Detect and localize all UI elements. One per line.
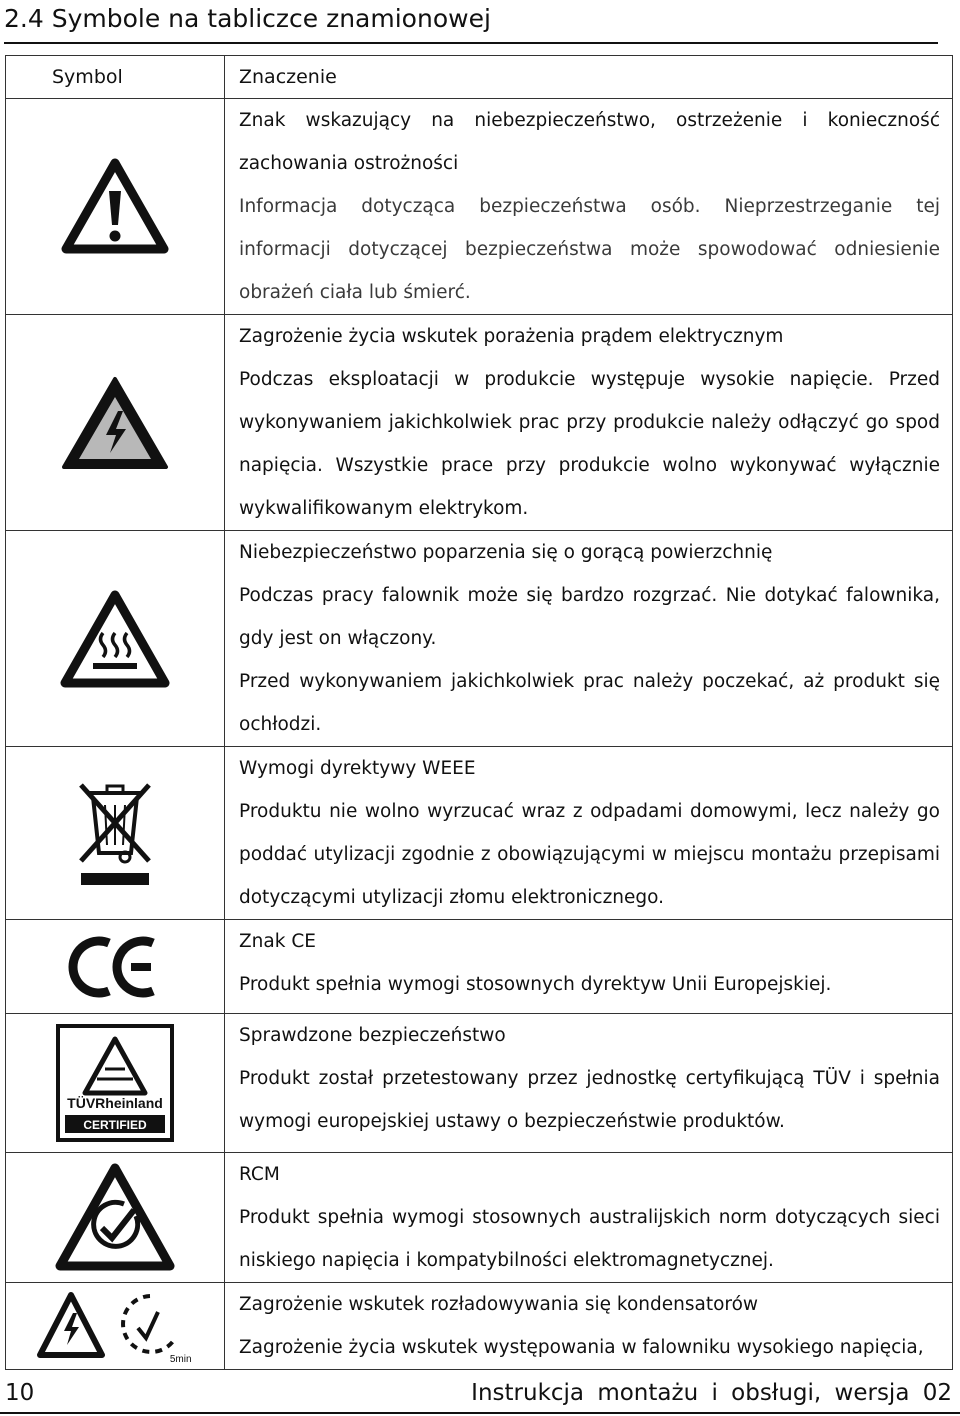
table-row [6, 315, 953, 531]
meaning-title: Zagrożenie wskutek rozładowywania się kondensatorów [239, 1294, 759, 1315]
symbol-cell [6, 1283, 225, 1370]
meaning-title: Sprawdzone bezpieczeństwo [239, 1025, 506, 1046]
meaning-title: Niebezpieczeństwo poparzenia się o gorącą powierzchnię [239, 542, 773, 563]
section-heading: 2.4 Symbole na tabliczce znamionowej [4, 2, 938, 44]
meaning-title: Znak CE [239, 931, 316, 952]
warning-triangle-icon [60, 157, 170, 257]
ce-mark-icon [67, 935, 163, 999]
meaning-cell [225, 1153, 953, 1283]
svg-text:TÜVRheinland: TÜVRheinland [67, 1095, 163, 1111]
meaning-text: Przed wykonywaniem jakichkolwiek prac należy poczekać, aż produkt się ochłodzi. [239, 671, 940, 735]
meaning-text: Produkt został przetestowany przez jednostkę certyfikującą TÜV i spełnia wymogi europejskiej ustawy o bezpieczeństwie produktów. [239, 1068, 940, 1132]
table-header-row [6, 56, 953, 99]
symbol-cell [6, 99, 225, 315]
high-voltage-icon [36, 1289, 106, 1363]
symbol-cell [6, 1153, 225, 1283]
table-row [6, 747, 953, 920]
table-row [6, 1153, 953, 1283]
weee-bin-icon [75, 777, 155, 889]
meaning-text: Zagrożenie życia wskutek występowania w falowniku wysokiego napięcia, [239, 1337, 924, 1358]
high-voltage-icon [60, 375, 170, 471]
page-footer [0, 1376, 960, 1410]
meaning-cell [225, 531, 953, 747]
symbol-cell [6, 1014, 225, 1153]
symbol-cell [6, 315, 225, 531]
meaning-cell [225, 1014, 953, 1153]
tuv-certified-logo [55, 1023, 175, 1143]
table-row [6, 1283, 953, 1370]
rcm-mark-icon [54, 1162, 176, 1274]
symbol-cell [6, 920, 225, 1014]
meaning-cell [225, 315, 953, 531]
table-row [6, 531, 953, 747]
symbol-cell [6, 531, 225, 747]
meaning-title: Znak wskazujący na niebezpieczeństwo, ostrzeżenie i konieczność zachowania ostrożności [239, 110, 940, 174]
table-row [6, 920, 953, 1014]
meaning-cell [225, 1283, 953, 1370]
timer-label: 5min [169, 1354, 192, 1365]
timer-icon [112, 1286, 194, 1366]
meaning-text: Podczas pracy falownik może się bardzo rozgrzać. Nie dotykać falownika, gdy jest on włączony. [239, 585, 940, 649]
meaning-cell [225, 99, 953, 315]
footer-title: Instrukcja montażu i obsługi, wersja 02 [471, 1380, 952, 1406]
page-number: 10 [5, 1380, 35, 1406]
symbol-cell [6, 747, 225, 920]
header-meaning: Znaczenie [225, 56, 953, 99]
meaning-text: Produkt spełnia wymogi stosownych australijskich norm dotyczących sieci niskiego napięcia i kompatybilności elektromagnetycznej. [239, 1207, 940, 1271]
meaning-text: Informacja dotycząca bezpieczeństwa osób. Nieprzestrzeganie tej informacji dotyczącej bezpieczeństwa może spowodować odniesienie obrażeń ciała lub śmierć. [239, 196, 940, 303]
meaning-title: Zagrożenie życia wskutek porażenia prądem elektrycznym [239, 326, 784, 347]
footer-rule [0, 1412, 960, 1414]
meaning-cell [225, 920, 953, 1014]
svg-text:CERTIFIED: CERTIFIED [83, 1118, 147, 1132]
hot-surface-icon [59, 589, 171, 689]
meaning-cell [225, 747, 953, 920]
meaning-text: Produktu nie wolno wyrzucać wraz z odpadami domowymi, lecz należy go poddać utylizacji zgodnie z obowiązującymi w miejscu montażu przepisami dotyczącymi utylizacji złomu elektronicznego. [239, 801, 940, 908]
meaning-text: Podczas eksploatacji w produkcie występuje wysokie napięcie. Przed wykonywaniem jakichkolwiek prac przy produkcie należy odłączyć go spod napięcia. Wszystkie prace przy produkcie wolno wykonywać wyłącznie wykwalifikowanym elektrykom. [239, 369, 940, 519]
meaning-title: Wymogi dyrektywy WEEE [239, 758, 476, 779]
meaning-text: Produkt spełnia wymogi stosownych dyrektyw Unii Europejskiej. [239, 974, 832, 995]
meaning-title: RCM [239, 1164, 280, 1185]
table-row [6, 99, 953, 315]
header-symbol: Symbol [6, 56, 225, 99]
symbols-table [5, 55, 953, 1370]
table-row [6, 1014, 953, 1153]
